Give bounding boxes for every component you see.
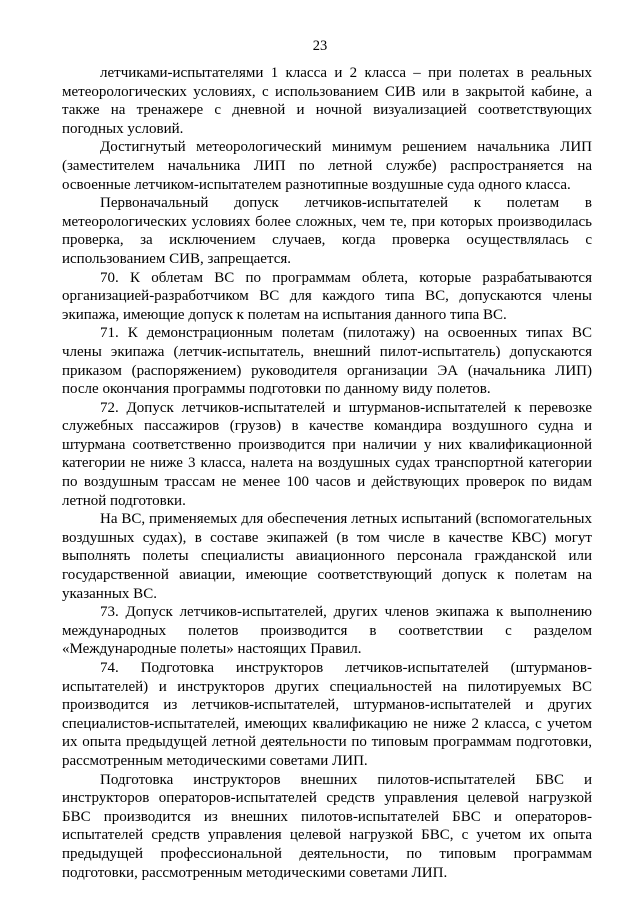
paragraph: 71. К демонстрационным полетам (пилотажу) на освоенных типах ВС члены экипажа (летчик-испытатель, внешний пилот-испытатель) допускаются приказом (распоряжением) руководителя организации ЭА (начальника ЛИП) после окончания программы подготовки по данному виду полетов.	[62, 325, 592, 398]
page-number: 23	[312, 38, 328, 54]
paragraph: Подготовка инструкторов внешних пилотов-испытателей БВС и инструкторов операторов-испытателей средств управления целевой нагрузкой БВС производится из внешних пилотов-испытателей БВС и операторов-испытателей средств управления целевой нагрузкой БВС, с учетом их опыта предыдущей профессиональной деятельности, по типовым программам подготовки, рассмотренным методическими советами ЛИП.	[62, 771, 592, 881]
paragraph: Первоначальный допуск летчиков-испытателей к полетам в метеорологических условиях более сложных, чем те, при которых производилась проверка, за исключением случаев, когда проверка осуществлялась с использованием СИВ, запрещается.	[62, 195, 592, 267]
paragraph: Достигнутый метеорологический минимум решением начальника ЛИП (заместителем начальника ЛИП по летной службе) распространяется на освоенные летчиком-испытателем разнотипные воздушные суда одного класса.	[62, 139, 592, 193]
body-text	[62, 64, 592, 882]
paragraph: 70. К облетам ВС по программам облета, которые разрабатываются организацией-разработчиком ВС для каждого типа ВС, допускаются члены экипажа, имеющие допуск к полетам на испытания данного типа ВС.	[62, 269, 592, 323]
paragraph: 72. Допуск летчиков-испытателей и штурманов-испытателей к перевозке служебных пассажиров (грузов) в качестве командира воздушного судна и штурмана соответственно производится при наличии у них квалификационной категории не ниже 3 класса, налета на воздушных судах транспортной категории по воздушным трассам не менее 100 часов и действующих проверок по видам летной подготовки.	[62, 399, 592, 509]
paragraph: 74. Подготовка инструкторов летчиков-испытателей (штурманов-испытателей) и инструкторов других специальностей на пилотируемых ВС производится из летчиков-испытателей, штурманов-испытателей и других специалистов-испытателей, имеющих квалификацию не ниже 2 класса, с учетом их опыта предыдущей летной деятельности по типовым программам подготовки, рассмотренным методическими советами ЛИП.	[62, 660, 592, 769]
paragraph: На ВС, применяемых для обеспечения летных испытаний (вспомогательных воздушных судах), в составе экипажей (в том числе в качестве КВС) могут выполнять полеты специалисты авиационного персонала гражданской или государственной авиации, имеющие соответствующий допуск к полетам на указанных ВС.	[62, 511, 592, 602]
paragraph: летчиками-испытателями 1 класса и 2 класса – при полетах в реальных метеорологических условиях, с использованием СИВ или в закрытой кабине, а также на тренажере с дневной и ночной визуализацией соответствующих погодных условий.	[62, 65, 592, 137]
paragraph: 73. Допуск летчиков-испытателей, других членов экипажа к выполнению международных полетов производится в соответствии с разделом «Международные полеты» настоящих Правил.	[62, 604, 592, 658]
